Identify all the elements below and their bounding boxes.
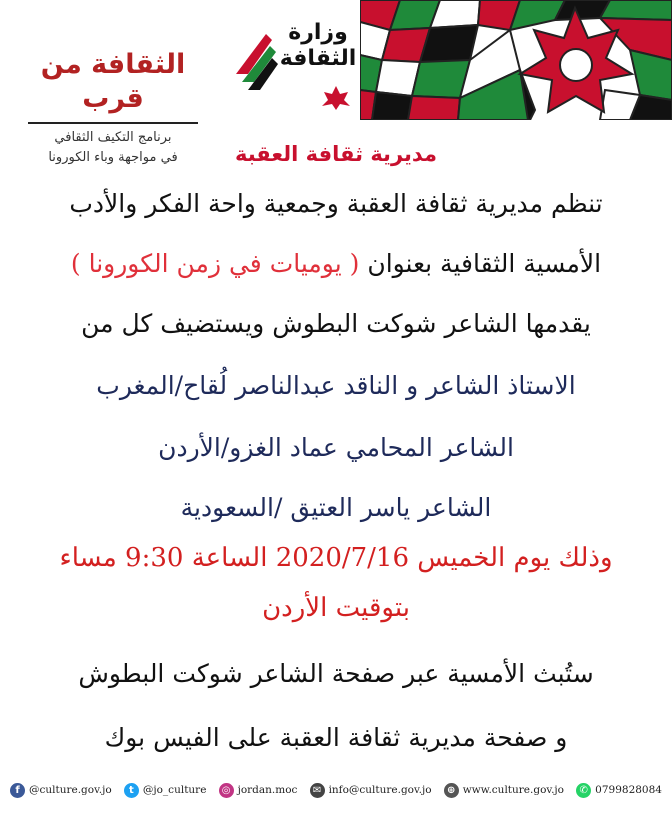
ministry-logo	[232, 12, 364, 110]
instagram-contact[interactable]	[219, 783, 298, 798]
ministry-name-line-2: الثقافة	[279, 46, 357, 71]
website-url: www.culture.gov.jo	[462, 784, 565, 796]
email-icon: ✉	[310, 783, 325, 798]
guest-1: الاستاذ الشاعر و الناقد عبدالناصر لُقاح/المغرب	[96, 371, 576, 400]
event-title: ( يوميات في زمن الكورونا )	[70, 249, 360, 278]
instagram-icon: ◎	[219, 783, 234, 798]
program-logo	[8, 48, 218, 165]
broadcast-line-1: ستُبث الأمسية عبر صفحة الشاعر شوكت البطوش	[78, 659, 594, 688]
host-line: يقدمها الشاعر شوكت البطوش ويستضيف كل من	[81, 309, 591, 338]
ministry-name-line-1: وزارة	[288, 20, 348, 45]
phone-contact[interactable]	[576, 783, 662, 798]
twitter-contact[interactable]	[124, 783, 207, 798]
event-timezone: بتوقيت الأردن	[262, 593, 410, 623]
twitter-icon: t	[124, 783, 139, 798]
email-contact[interactable]	[310, 783, 432, 798]
event-title-line	[0, 244, 672, 284]
facebook-icon: f	[10, 783, 25, 798]
contact-bar	[10, 778, 662, 802]
broadcast-line-2: و صفحة مديرية ثقافة العقبة على الفيس بوك	[104, 723, 568, 752]
organizers-line: تنظم مديرية ثقافة العقبة وجمعية واحة الفكر والأدب	[69, 189, 603, 218]
globe-icon: ⊕	[444, 783, 459, 798]
website-contact[interactable]	[444, 783, 564, 798]
email-address: info@culture.gov.jo	[328, 784, 432, 796]
program-tagline-2: في مواجهة وباء الكورونا	[48, 150, 178, 165]
phone-number: 0799828084	[595, 784, 662, 796]
program-title: الثقافة من قرب	[40, 49, 186, 114]
whatsapp-icon: ✆	[576, 783, 591, 798]
event-datetime: وذلك يوم الخميس 2020/7/16 الساعة 9:30 مساء	[59, 543, 613, 573]
guest-2: الشاعر المحامي عماد الغزو/الأردن	[158, 433, 514, 462]
directorate-title: مديرية ثقافة العقبة	[234, 142, 438, 166]
twitter-handle: @jo_culture	[142, 784, 207, 796]
instagram-handle: jordan.moc	[237, 784, 298, 796]
program-tagline-1: برنامج التكيف الثقافي	[54, 130, 172, 145]
facebook-handle: @culture.gov.jo	[29, 784, 112, 796]
facebook-contact[interactable]	[10, 783, 112, 798]
event-title-prefix: الأمسية الثقافية بعنوان	[367, 249, 602, 278]
mosaic-pattern	[360, 0, 672, 120]
guest-3: الشاعر ياسر العتيق /السعودية	[180, 493, 492, 522]
